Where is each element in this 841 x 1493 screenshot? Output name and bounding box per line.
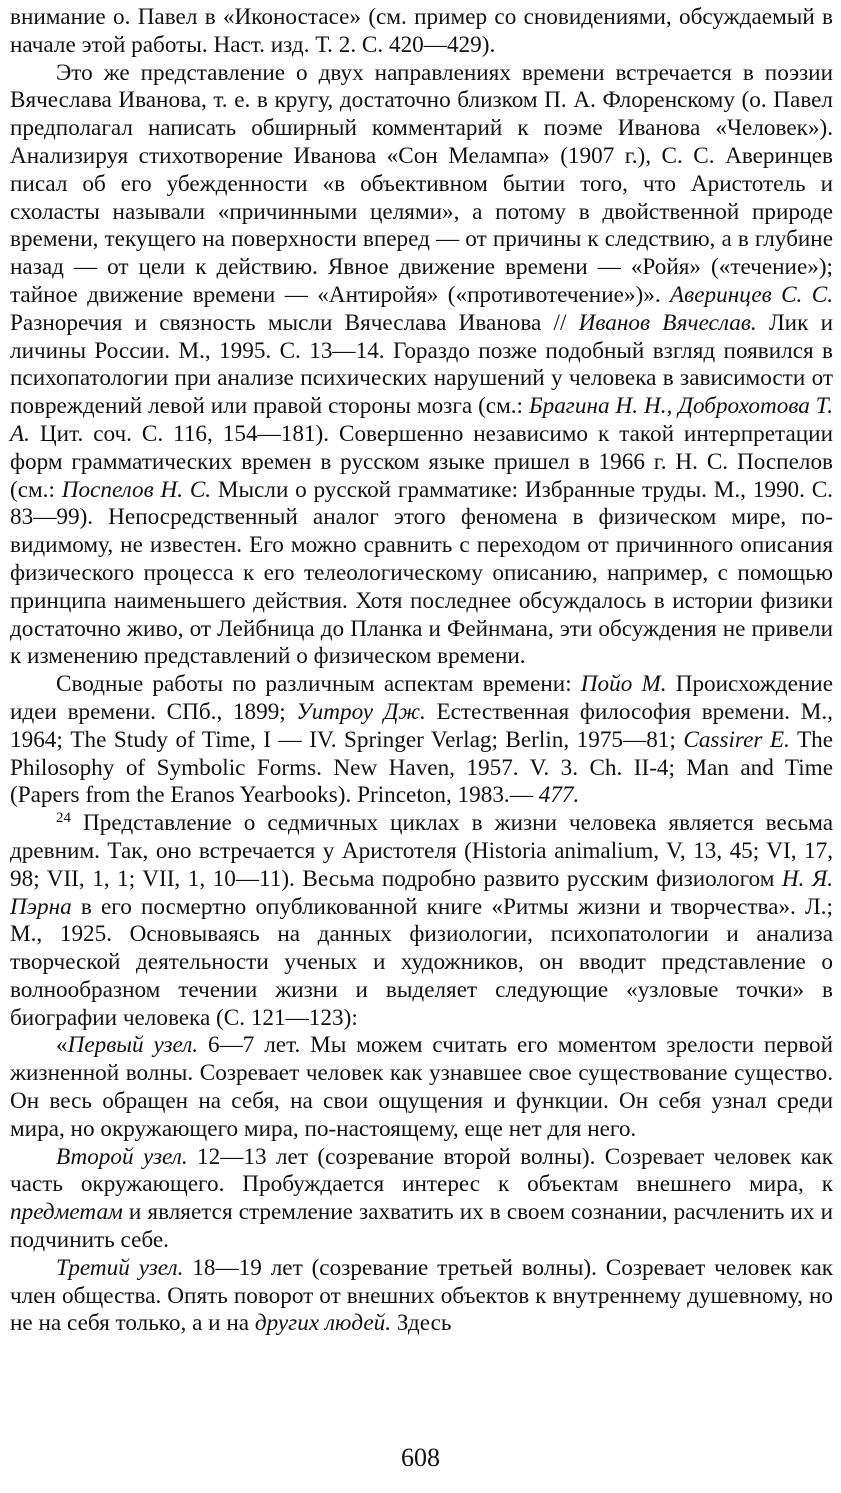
text-run: 12—13 лет (созревание второй волны). Созревает человек как часть окружающего. Пробуждается интерес к объектам внешнего мира, к [10,1143,833,1198]
body-text [10,4,833,1338]
italic-run: Поспелов Н. С. [61,476,212,503]
text-run: Разноречия и связность мысли Вячеслава Иванова // [10,309,579,336]
paragraph-p5 [10,1032,833,1143]
text-run: Цит. соч. С. 116, 154—181). Совершенно независимо к такой интерпретации форм грамматических времен в русском языке пришел в 1966 г. Н. С. Поспелов (см.: [10,420,833,503]
footnote-marker: 24 [56,810,71,827]
paragraph-p7 [10,1255,833,1338]
text-run: The Philosophy of Symbolic Forms. New Haven, 1957. V. 3. Ch. II-4; Man and Time (Papers from the Eranos Yearbooks). Princeton, 1983.— [10,726,833,809]
page-number: 608 [401,1443,440,1472]
italic-run: Первый узел. [67,1032,199,1059]
text-run: 18—19 лет (созревание третьей волны). Созревает человек как член общества. Опять поворот от внешних объектов к внутреннему душевному, но не на себя только, а и на [10,1254,834,1337]
italic-run: Cassirer E. [683,726,790,753]
italic-run: Иванов Вячеслав. [578,309,757,336]
paragraph-p1 [10,4,833,60]
italic-run: 477. [538,782,580,809]
italic-run: Пойо М. [580,671,667,698]
text-run: Здесь [391,1310,452,1337]
italic-run: Уитроу Дж. [296,698,426,725]
text-run: Мысли о русской грамматике: Избранные труды. М., 1990. С. 83—99). Непосредственный аналог этого феномена в физическом мире, по-видимому, не известен. Его можно сравнить с переходом от причинного описания физического процесса к его телеологическому описанию, например, с помощью принципа наименьшего действия. Хотя последнее обсуждалось в истории физики достаточно живо, от Лейбница до Планка и Фейнмана, эти обсуждения не привели к изменению представлений о физическом времени. [10,476,833,670]
italic-run: Аверинцев С. С. [669,281,833,308]
text-run: внимание о. Павел в «Иконостасе» (см. пример со сновидениями, обсуждаемый в начале этой работы. Наст. изд. Т. 2. С. 420—429). [10,4,833,58]
paragraph-p3 [10,671,833,810]
text-run: Это же представление о двух направлениях времени встречается в поэзии Вячеслава Иванова, т. е. в кругу, достаточно близком П. А. Флоренскому (о. Павел предполагал написать обширный комментарий к поэме Иванова «Человек»). Анализируя стихотворение Иванова «Сон Мелампа» (1907 г.), С. С. Аверинцев писал об его убежденности «в объективном бытии того, что Аристотель и схоласты называли «причинными целями», а потому в двойственной природе времени, текущего на поверхности вперед — от причины к следствию, а в глубине назад — от цели к действию. Явное движение времени — «Ройя» («течение»); тайное движение времени — «Антиройя» («противотечение»)». [10,59,833,308]
text-run: и является стремление захватить их в своем сознании, расчленить их и подчинить себе. [10,1199,833,1254]
text-run: Естественная философия времени. М., 1964; The Study of Time, I — IV. Springer Verlag; Berlin, 1975—81; [10,698,833,753]
italic-run: Брагина Н. Н., Доброхотова Т. А. [10,393,833,447]
italic-run: предметам [10,1199,123,1226]
text-run: в его посмертно опубликованной книге «Ритмы жизни и творчества». Л.; М., 1925. Основываясь на данных физиологии, психопатологии и анализа творческой деятельности ученых и художников, он вводит представление о волнообразном течении жизни и выделяет следующие «узловые точки» в биографии человека (С. 121—123): [10,893,833,1031]
text-run: Лик и личины России. М., 1995. С. 13—14. Гораздо позже подобный взгляд появился в психопатологии при анализе психических нарушений у человека в зависимости от повреждений левой или правой стороны мозга (см.: [10,309,834,420]
italic-run: Второй узел. [56,1143,188,1170]
text-run: 6—7 лет. Мы можем считать его моментом зрелости первой жизненной волны. Созревает человек как узнавшее свое существование существо. Он весь обращен на себя, на свои ощущения и функции. Он себя узнал среди мира, но окружающего мира, по-настоящему, еще нет для него. [10,1032,833,1142]
text-run: Сводные работы по различным аспектам времени: [56,671,581,698]
italic-run: других людей. [254,1310,392,1337]
text-run: Происхождение идеи времени. СПб., 1899; [10,671,833,725]
italic-run: Н. Я. Пэрна [10,865,833,920]
paragraph-p2 [10,60,833,672]
paragraph-p4 [10,810,833,1032]
paragraph-p6 [10,1144,833,1255]
text-run: « [56,1032,68,1059]
italic-run: Третий узел. [56,1254,184,1281]
text-run: Представление о седмичных циклах в жизни человека является весьма древним. Так, оно встречается у Аристотеля (Historia animalium, V, 13, 45; VI, 17, 98; VII, 1, 1; VII, 1, 10—11). Весьма подробно развито русским физиологом [10,810,833,892]
